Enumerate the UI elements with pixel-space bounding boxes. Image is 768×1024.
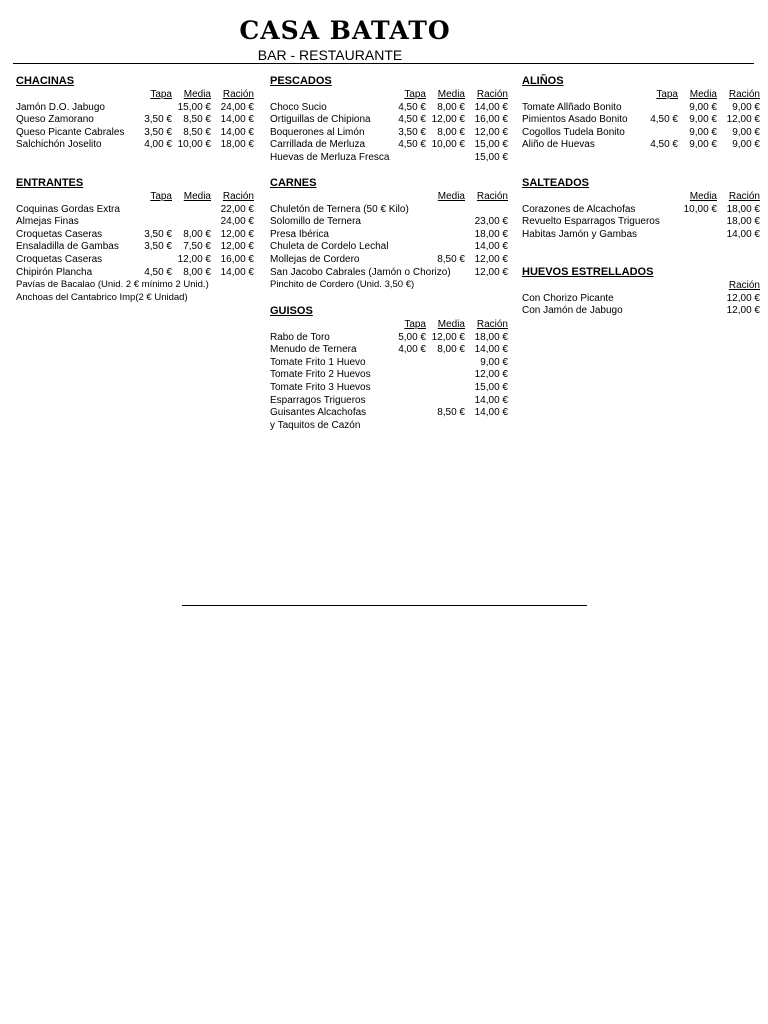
menu-item [16, 139, 254, 152]
item-price: 16,00 € [220, 253, 254, 265]
item-name: Boquerones al Limón [270, 126, 365, 138]
item-price: 4,50 € [650, 114, 678, 126]
item-price: 12,00 € [220, 241, 254, 253]
item-price: 9,00 € [689, 114, 717, 126]
item-name: Chuleta de Cordelo Lechal [270, 241, 389, 253]
item-name: Corazones de Alcachofas [522, 203, 636, 215]
menu-item [270, 127, 508, 140]
menu-note: Pavías de Bacalao (Unid. 2 € mínimo 2 Unid.) [16, 279, 209, 291]
menu-item [270, 332, 508, 345]
section-alinos [522, 74, 760, 152]
item-price: 24,00 € [220, 216, 254, 228]
item-price: 8,50 € [183, 126, 211, 138]
item-name: Almejas Finas [16, 216, 79, 228]
menu-note: Anchoas del Cantabrico Imp(2 € Unidad) [16, 291, 188, 303]
column-header: Tapa [404, 319, 426, 330]
section-pescados [270, 74, 508, 165]
item-price: 8,00 € [437, 101, 465, 113]
header-divider [13, 63, 754, 64]
item-price: 4,50 € [398, 101, 426, 113]
section-title: SALTEADOS [522, 177, 590, 189]
item-price: 12,00 € [431, 331, 465, 343]
section-title: GUISOS [270, 305, 313, 317]
item-price: 8,50 € [437, 253, 465, 265]
item-name: y Taquitos de Cazón [270, 419, 361, 431]
item-name: Tomate Frito 3 Huevos [270, 381, 371, 393]
item-price: 8,00 € [183, 266, 211, 278]
footer-divider [182, 605, 587, 606]
column-header: Media [183, 89, 211, 100]
item-price: 10,00 € [177, 139, 211, 151]
item-name: Carrillada de Merluza [270, 139, 366, 151]
menu-item [270, 382, 508, 395]
menu-item [270, 369, 508, 382]
column-header: Media [689, 191, 717, 202]
column-headers [522, 191, 760, 204]
item-price: 8,00 € [437, 126, 465, 138]
column-header: Ración [728, 89, 760, 100]
menu-item [270, 204, 508, 217]
column-header: Ración [222, 89, 254, 100]
menu-item [16, 267, 254, 280]
item-name: Menudo de Ternera [270, 344, 357, 356]
menu-item [270, 114, 508, 127]
item-price: 24,00 € [220, 101, 254, 113]
item-price: 18,00 € [474, 331, 508, 343]
menu-item [270, 407, 508, 420]
item-price: 14,00 € [474, 394, 508, 406]
menu-item [16, 204, 254, 217]
menu-item [16, 229, 254, 242]
item-name: Solomillo de Ternera [270, 216, 361, 228]
item-name: Salchichón Joselito [16, 139, 102, 151]
item-name: Queso Zamorano [16, 114, 94, 126]
item-price: 4,50 € [398, 114, 426, 126]
item-name: Chipirón Plancha [16, 266, 93, 278]
column-header: Ración [728, 280, 760, 291]
column-header: Media [183, 191, 211, 202]
item-price: 12,00 € [474, 266, 508, 278]
item-price: 12,00 € [474, 253, 508, 265]
column-header: Media [437, 319, 465, 330]
item-name: Pimientos Asado Bonito [522, 114, 628, 126]
item-name: Aliño de Huevas [522, 139, 595, 151]
menu-item [16, 241, 254, 254]
menu-item [522, 293, 760, 306]
item-name: Guisantes Alcachofas [270, 407, 367, 419]
item-price: 9,00 € [732, 101, 760, 113]
item-price: 5,00 € [398, 331, 426, 343]
item-price: 9,00 € [480, 356, 508, 368]
item-price: 18,00 € [474, 228, 508, 240]
section-salteados [522, 176, 760, 241]
item-price: 10,00 € [431, 139, 465, 151]
item-price: 3,50 € [144, 114, 172, 126]
item-name: Croquetas Caseras [16, 228, 103, 240]
item-price: 12,00 € [431, 114, 465, 126]
column-headers [16, 89, 254, 102]
item-price: 22,00 € [220, 203, 254, 215]
menu-item [522, 114, 760, 127]
item-price: 18,00 € [726, 203, 760, 215]
menu-item [522, 204, 760, 217]
item-price: 15,00 € [474, 151, 508, 163]
item-price: 8,50 € [437, 407, 465, 419]
item-price: 12,00 € [726, 292, 760, 304]
item-price: 14,00 € [220, 266, 254, 278]
item-name: San Jacobo Cabrales (Jamón o Chorizo) [270, 266, 451, 278]
item-price: 4,50 € [650, 139, 678, 151]
item-price: 3,50 € [398, 126, 426, 138]
column-header: Ración [222, 191, 254, 202]
item-name: Croquetas Caseras [16, 253, 103, 265]
item-price: 9,00 € [689, 126, 717, 138]
item-name: Presa Ibérica [270, 228, 329, 240]
column-header: Ración [476, 89, 508, 100]
section-guisos [270, 304, 508, 432]
item-price: 14,00 € [474, 344, 508, 356]
section-carnes [270, 176, 508, 292]
item-price: 4,00 € [398, 344, 426, 356]
column-headers [270, 191, 508, 204]
item-price: 12,00 € [474, 369, 508, 381]
item-price: 14,00 € [220, 114, 254, 126]
menu-item [522, 127, 760, 140]
item-name: Ortiguillas de Chipiona [270, 114, 371, 126]
item-name: Queso Picante Cabrales [16, 126, 125, 138]
column-header: Tapa [150, 191, 172, 202]
item-name: Con Jamón de Jabugo [522, 305, 623, 317]
item-name: Coquinas Gordas Extra [16, 203, 120, 215]
item-price: 14,00 € [474, 101, 508, 113]
column-headers [522, 280, 760, 293]
menu-item [16, 127, 254, 140]
item-price: 15,00 € [177, 101, 211, 113]
menu-item [270, 254, 508, 267]
menu-item [522, 305, 760, 318]
column-header: Media [437, 89, 465, 100]
menu-item [522, 139, 760, 152]
item-price: 9,00 € [689, 101, 717, 113]
item-name: Habitas Jamón y Gambas [522, 228, 638, 240]
item-price: 4,50 € [398, 139, 426, 151]
item-price: 14,00 € [474, 407, 508, 419]
section-title: HUEVOS ESTRELLADOS [522, 266, 654, 278]
menu-item [522, 216, 760, 229]
section-title: PESCADOS [270, 75, 332, 87]
restaurant-title: CASA BATATO [239, 16, 451, 45]
section-chacinas [16, 74, 254, 152]
item-price: 4,00 € [144, 139, 172, 151]
item-name: Con Chorizo Picante [522, 292, 614, 304]
item-price: 3,50 € [144, 228, 172, 240]
item-name: Tomate Frito 1 Huevo [270, 356, 366, 368]
item-price: 16,00 € [474, 114, 508, 126]
menu-item [270, 420, 508, 433]
item-price: 12,00 € [220, 228, 254, 240]
item-name: Revuelto Esparragos Trigueros [522, 216, 660, 228]
item-price: 8,00 € [437, 344, 465, 356]
column-headers [16, 191, 254, 204]
item-name: Ensaladilla de Gambas [16, 241, 119, 253]
item-price: 15,00 € [474, 139, 508, 151]
menu-item [270, 139, 508, 152]
item-name: Jamón D.O. Jabugo [16, 101, 105, 113]
item-name: Esparragos Trigueros [270, 394, 366, 406]
menu-item [270, 241, 508, 254]
section-entrantes [16, 176, 254, 304]
item-price: 14,00 € [726, 228, 760, 240]
column-header: Tapa [656, 89, 678, 100]
item-price: 9,00 € [732, 126, 760, 138]
item-price: 15,00 € [474, 381, 508, 393]
item-price: 23,00 € [474, 216, 508, 228]
column-headers [522, 89, 760, 102]
item-price: 3,50 € [144, 126, 172, 138]
column-header: Ración [476, 319, 508, 330]
item-price: 14,00 € [474, 241, 508, 253]
restaurant-subtitle: BAR - RESTAURANTE [257, 47, 403, 63]
menu-item [270, 267, 508, 280]
column-headers [270, 89, 508, 102]
menu-item [270, 152, 508, 165]
column-header: Media [689, 89, 717, 100]
menu-item [270, 102, 508, 115]
column-header: Tapa [150, 89, 172, 100]
menu-item [522, 102, 760, 115]
item-price: 18,00 € [220, 139, 254, 151]
item-name: Huevas de Merluza Fresca [270, 151, 390, 163]
item-price: 8,50 € [183, 114, 211, 126]
menu-note: Pinchito de Cordero (Unid. 3,50 €) [270, 279, 415, 291]
item-price: 18,00 € [726, 216, 760, 228]
section-title: CARNES [270, 177, 317, 189]
item-price: 8,00 € [183, 228, 211, 240]
menu-item [270, 357, 508, 370]
section-title: CHACINAS [16, 75, 75, 87]
item-name: Choco Sucio [270, 101, 327, 113]
column-headers [270, 319, 508, 332]
item-price: 9,00 € [732, 139, 760, 151]
column-header: Ración [728, 191, 760, 202]
section-huevos-estrellados [522, 265, 760, 318]
menu-item [270, 216, 508, 229]
item-price: 4,50 € [144, 266, 172, 278]
menu-item [270, 229, 508, 242]
item-name: Rabo de Toro [270, 331, 330, 343]
item-price: 3,50 € [144, 241, 172, 253]
item-price: 12,00 € [726, 114, 760, 126]
section-title: ENTRANTES [16, 177, 84, 189]
item-price: 10,00 € [683, 203, 717, 215]
menu-item [16, 102, 254, 115]
item-price: 12,00 € [474, 126, 508, 138]
menu-item [522, 229, 760, 242]
item-name: Cogollos Tudela Bonito [522, 126, 625, 138]
item-price: 12,00 € [177, 253, 211, 265]
menu-item [270, 395, 508, 408]
item-price: 7,50 € [183, 241, 211, 253]
section-title: ALIÑOS [522, 75, 564, 87]
menu-item [16, 114, 254, 127]
item-price: 14,00 € [220, 126, 254, 138]
item-name: Chuletón de Ternera (50 € Kilo) [270, 203, 409, 215]
item-price: 9,00 € [689, 139, 717, 151]
item-name: Tomate Allñado Bonito [522, 101, 622, 113]
column-header: Tapa [404, 89, 426, 100]
column-header: Media [437, 191, 465, 202]
item-name: Tomate Frito 2 Huevos [270, 369, 371, 381]
menu-item [16, 254, 254, 267]
item-name: Mollejas de Cordero [270, 253, 360, 265]
menu-item [270, 344, 508, 357]
column-header: Ración [476, 191, 508, 202]
menu-item [16, 216, 254, 229]
item-price: 12,00 € [726, 305, 760, 317]
